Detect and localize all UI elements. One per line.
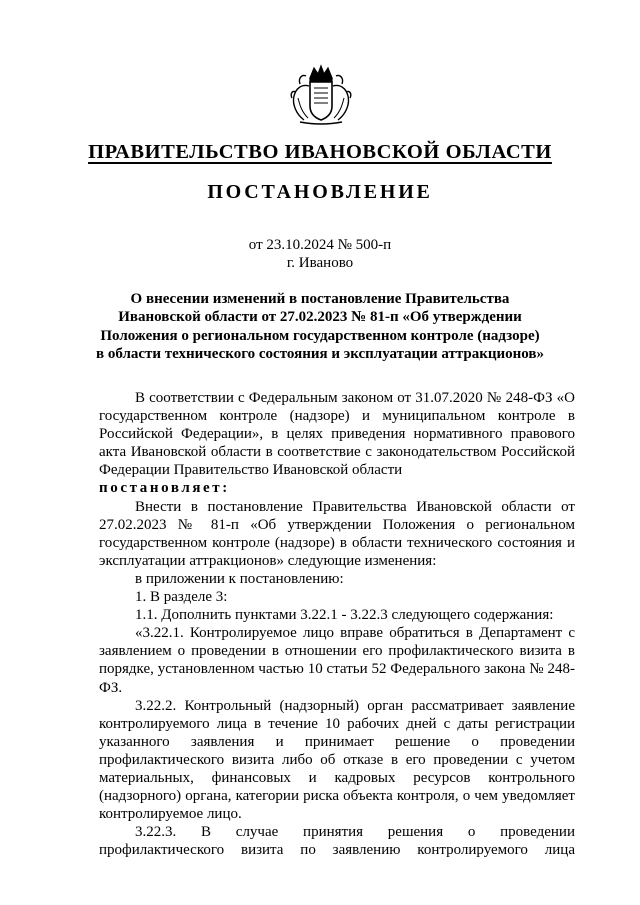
coat-of-arms-icon <box>288 62 354 126</box>
section-line: 1. В разделе 3: <box>135 589 228 606</box>
subject-line: О внесении изменений в постановление Правительства <box>130 291 510 307</box>
document-type: ПОСТАНОВЛЕНИЕ <box>207 181 433 203</box>
government-title: ПРАВИТЕЛЬСТВО ИВАНОВСКОЙ ОБЛАСТИ <box>88 141 552 163</box>
subject-line: в области технического состояния и эксплуатации аттракционов» <box>95 346 545 363</box>
paragraph-3-22-2: 3.22.2. Контрольный (надзорный) орган рассматривает заявление контролируемого лица в течение 10 рабочих дней с даты регистрации указанного заявления и принимает решение о проведении профилактического визита либо об отказе в его проведении с учетом материальных, финансовых и кадровых ресурсов контрольного (надзорного) органа, категории риска объекта контроля, о чем уведомляет контролируемое лицо. <box>99 697 575 823</box>
preamble: В соответствии с Федеральным законом от 31.07.2020 № 248-ФЗ «О государственном контроле (надзоре) и муниципальном контроле в Российской Федерации», в целях приведения нормативного правового акта Ивановской области в соответствие с законодательством Российской Федерации Правительство Ивановской области <box>99 390 575 479</box>
item-1-1: 1.1. Дополнить пунктами 3.22.1 - 3.22.3 следующего содержания: <box>135 607 554 624</box>
intro-paragraph: Внести в постановление Правительства Ивановской области от 27.02.2023 № 81-п «Об утверждении Положения о региональном государственном контроле (надзоре) в области технического состояния и эксплуатации аттракционов» следующие изменения: <box>99 498 575 569</box>
decree-subject <box>90 290 550 364</box>
subject-line: Положения о региональном государственном контроле (надзоре) <box>100 327 540 344</box>
appendix-line: в приложении к постановлению: <box>135 570 344 587</box>
resolves-word: постановляет: <box>99 480 230 497</box>
date-number: от 23.10.2024 № 500-п <box>248 237 392 253</box>
subject-line: Ивановской области от 27.02.2023 № 81-п «Об утверждении <box>118 309 522 326</box>
paragraph-3-22-3: 3.22.3. В случае принятия решения о проведении профилактического визита по заявлению контролируемого лица <box>99 824 575 859</box>
paragraph-3-22-1: «3.22.1. Контролируемое лицо вправе обратиться в Департамент с заявлением о проведении в отношении его профилактического визита в порядке, установленном частью 10 статьи 52 Федерального закона № 248-ФЗ. <box>99 625 575 696</box>
place: г. Иваново <box>286 255 354 271</box>
document-body <box>99 389 575 859</box>
